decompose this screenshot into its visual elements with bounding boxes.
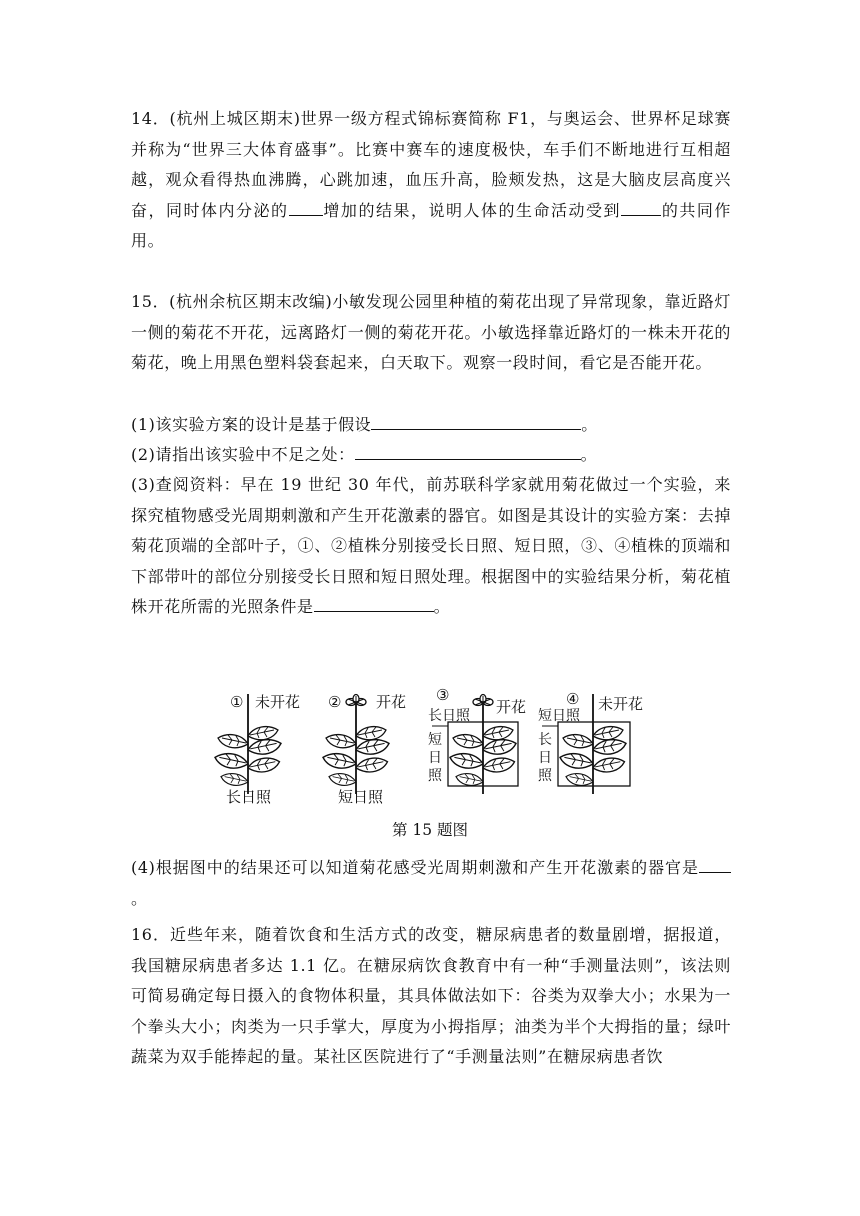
plant-4-result: 未开花: [598, 695, 644, 713]
plant-3-side-char-2: 日: [428, 750, 442, 766]
q16-text: 16．近些年来，随着饮食和生活方式的改变，糖尿病患者的数量剧增，据报道，我国糖尿病患者多达 1.1 亿。在糖尿病饮食教育中有一种“手测量法则”，该法则可简易确定每日摄入的食物体积量，其具体做法如下：谷类为双拳大小；水果为一个拳头大小；肉类为一只手掌大，厚度为小拇指厚；油类为半个大拇指的量；绿叶蔬菜为双手能捧起的量。某社区医院进行了“手测量法则”在糖尿病患者饮: [131, 925, 731, 1066]
plant-3-side-char-1: 短: [428, 732, 442, 748]
plant-3: [428, 686, 526, 794]
plant-1-result: 未开花: [255, 693, 301, 711]
q15-p2-end: 。: [580, 445, 598, 464]
q15-p4-end: 。: [131, 888, 148, 908]
plant-4-side-char-2: 日: [538, 750, 552, 766]
plant-2: [323, 693, 406, 806]
q15-p1-end: 。: [581, 415, 598, 434]
q15-p1-text: (1)该实验方案的设计是基于假设: [131, 415, 372, 434]
q14-blank-2[interactable]: [621, 200, 661, 216]
plant-2-result: 开花: [376, 693, 407, 711]
q15-p3-end: 。: [433, 597, 451, 616]
q15-p3-text: (3)查阅资料：早在 19 世纪 30 年代，前苏联科学家就用菊花做过一个实验，来探究植物感受光周期刺激和产生开花激素的器官。如图是其设计的实验方案：去掉菊花顶端的全部叶子，①、②植株分别接受长日照、短日照，③、④植株的顶端和下部带叶的部位分别接受长日照和短日照处理。根据图中的实验结果分析，菊花植株开花所需的光照条件是: [131, 475, 731, 616]
plant-1: [215, 693, 300, 806]
question-14: [131, 104, 731, 257]
question-16: [131, 920, 731, 1073]
plant-1-light-label: 长日照: [226, 788, 272, 806]
q15-part-4: [131, 853, 731, 914]
plant-4-top-light: 短日照: [538, 708, 580, 724]
q15-part-2: [131, 440, 597, 470]
q15-p2-text: (2)请指出该实验中不足之处：: [131, 445, 355, 464]
q15-part-1: [131, 410, 598, 440]
plant-2-number: ②: [328, 693, 342, 711]
plant-2-light-label: 短日照: [338, 788, 384, 806]
question-15-intro: [131, 287, 731, 379]
q14-text-mid: 增加的结果，说明人体的生命活动受到: [322, 200, 621, 220]
plant-3-top-light: 长日照: [428, 708, 470, 724]
q14-text-end: 的共同作用。: [131, 200, 731, 250]
plant-3-result: 开花: [496, 698, 527, 716]
q15-intro-text: 15．(杭州余杭区期末改编)小敏发现公园里种植的菊花出现了异常现象，靠近路灯一侧的菊花不开花，远离路灯一侧的菊花开花。小敏选择靠近路灯的一株未开花的菊花，晚上用黑色塑料袋套起来，白天取下。观察一段时间，看它是否能开花。: [131, 292, 731, 372]
plant-4-side-char-3: 照: [538, 768, 552, 784]
q15-p3-blank[interactable]: [314, 596, 434, 612]
figure-caption: 第 15 题图: [391, 821, 469, 839]
q15-part-3: [131, 470, 731, 623]
plant-1-number: ①: [230, 693, 244, 711]
chrysanthemum-experiment-figure: [200, 682, 660, 816]
q15-p4-blank[interactable]: [699, 857, 731, 873]
q15-p4-text: (4)根据图中的结果还可以知道菊花感受光周期刺激和产生开花激素的器官是: [131, 858, 699, 877]
q15-p2-blank[interactable]: [355, 444, 581, 460]
q14-blank-1[interactable]: [289, 200, 323, 216]
plant-3-number: ③: [436, 686, 450, 704]
q14-text-start: 14．(杭州上城区期末)世界一级方程式锦标赛简称 F1，与奥运会、世界杯足球赛并称为“世界三大体育盛事”。比赛中赛车的速度极快，车手们不断地进行互相超越，观众看得热血沸腾，心跳加速，血压升高，脸颊发热，这是大脑皮层高度兴奋，同时体内分泌的: [131, 109, 731, 220]
plant-4-number: ④: [566, 690, 580, 708]
plant-4-side-char-1: 长: [538, 732, 552, 748]
q15-p1-blank[interactable]: [371, 414, 581, 430]
plant-4: [538, 690, 643, 794]
plant-3-side-char-3: 照: [428, 768, 442, 784]
